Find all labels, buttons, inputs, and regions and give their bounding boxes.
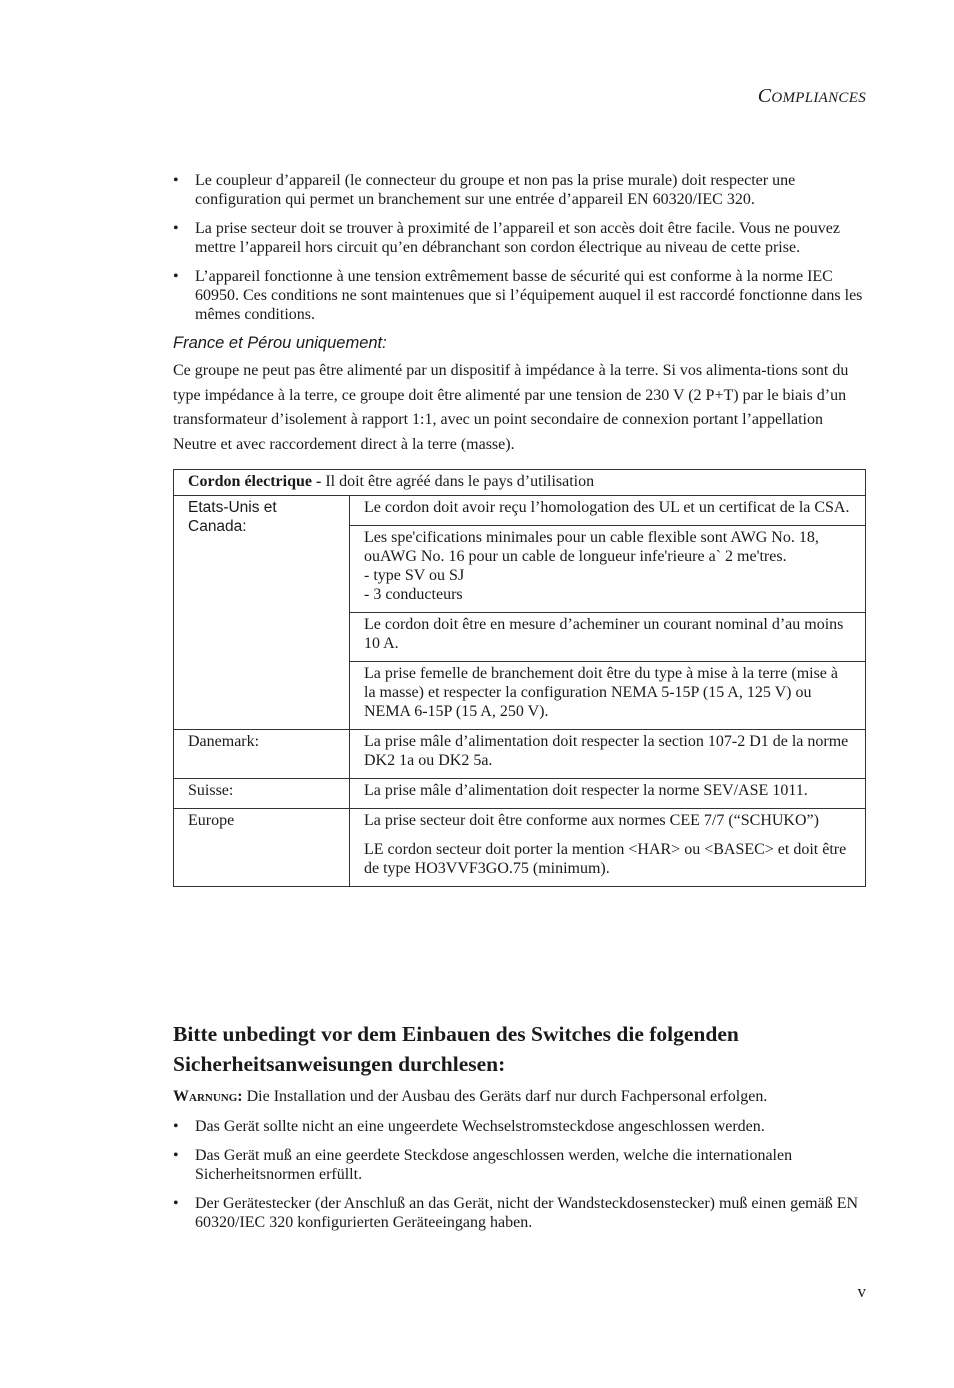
- list-item: • L’appareil fonctionne à une tension extrêmement basse de sécurité qui est conforme à la norme IEC 60950. Ces conditions ne sont maintenues que si l’équipement auquel il est raccordé fonctionne dans les mêmes conditions.: [173, 267, 867, 324]
- list-item: • La prise secteur doit se trouver à proximité de l’appareil et son accès doit être facile. Vous ne pouvez mettre l’appareil hors circuit qu’en débranchant son cordon électrique au niveau de cette prise.: [173, 219, 867, 257]
- page-number: v: [857, 1282, 866, 1301]
- requirement-cell: Le cordon doit avoir reçu l’homologation des UL et un certificat de la CSA.: [350, 496, 866, 526]
- table-header-cell: [174, 470, 866, 496]
- french-bullet-list: [173, 171, 867, 324]
- requirement-cell: La prise mâle d’alimentation doit respecter la norme SEV/ASE 1011.: [350, 779, 866, 809]
- requirement-cell: La prise mâle d’alimentation doit respecter la section 107-2 D1 de la norme DK2 1a ou DK2 5a.: [350, 730, 866, 779]
- france-peru-paragraph: Ce groupe ne peut pas être alimenté par un dispositif à impédance à la terre. Si vos alimenta-tions sont du type impédance à la terre, ce groupe doit être alimenté par une tension de 230 V (2 P+T) par le biais d’un transformateur d’isolement à rapport 1:1, avec un point secondaire de connexion portant l’appellation Neutre et avec raccordement direct à la terre (masse).: [173, 362, 849, 453]
- list-item: • Le coupleur d’appareil (le connecteur du groupe et non pas la prise murale) doit respecter une configuration qui permet un branchement sur une entrée d’appareil EN 60320/IEC 320.: [173, 171, 867, 209]
- france-peru-heading: France et Pérou uniquement:: [173, 334, 387, 352]
- running-header: [758, 85, 866, 108]
- requirement-line: - 3 conducteurs: [364, 586, 463, 603]
- requirement-cell: Le cordon doit être en mesure d’acheminer un courant nominal d’au moins 10 A.: [350, 613, 866, 662]
- table-row: [174, 779, 866, 809]
- german-bullet-list: [173, 1117, 867, 1232]
- requirement-cell: [350, 809, 866, 887]
- power-cord-table: [173, 469, 866, 887]
- requirement-cell: La prise femelle de branchement doit être du type à mise à la terre (mise à la masse) et respecter la configuration NEMA 5-15P (15 A, 125 V) ou NEMA 6-15P (15 A, 250 V).: [350, 662, 866, 730]
- german-section: [173, 1019, 867, 1242]
- header-rest: OMPLIANCES: [771, 90, 866, 106]
- german-heading: Bitte unbedingt vor dem Einbauen des Switches die folgenden Sicherheitsanweisungen durchlesen:: [173, 1022, 739, 1076]
- table-row: [174, 730, 866, 779]
- requirement-line: - type SV ou SJ: [364, 567, 465, 584]
- list-item: • Das Gerät sollte nicht an eine ungeerdete Wechselstromsteckdose angeschlossen werden.: [173, 1117, 867, 1136]
- table-row: [174, 470, 866, 496]
- table-header-text: Il doit être agréé dans le pays d’utilisation: [321, 473, 595, 490]
- table-row: [174, 809, 866, 887]
- list-item: • Der Gerätestecker (der Anschluß an das Gerät, nicht der Wandsteckdosenstecker) muß einen gemäß EN 60320/IEC 320 konfigurierten Geräteeingang haben.: [173, 1194, 867, 1232]
- country-europe: Europe: [174, 809, 350, 887]
- table-header-bold: Cordon électrique -: [188, 473, 322, 490]
- warning-label: Warnung:: [173, 1088, 243, 1105]
- header-initial: C: [757, 85, 772, 107]
- warning-paragraph: [173, 1087, 867, 1107]
- main-content: [173, 171, 867, 887]
- country-denmark: Danemark:: [174, 730, 350, 779]
- requirement-cell: [350, 526, 866, 613]
- country-switzerland: Suisse:: [174, 779, 350, 809]
- requirement-line: LE cordon secteur doit porter la mention <HAR> ou <BASEC> et doit être de type HO3VVF3GO.75 (minimum).: [364, 841, 847, 877]
- requirement-line: Les spe'cifications minimales pour un cable flexible sont AWG No. 18, ouAWG No. 16 pour un cable de longueur infe'rieure a` 2 me'tres.: [364, 529, 819, 565]
- list-item: • Das Gerät muß an eine geerdete Steckdose angeschlossen werden, welche die internationalen Sicherheitsnormen erfüllt.: [173, 1146, 867, 1184]
- country-usa-canada: Etats-Unis et Canada:: [174, 496, 350, 730]
- warning-text: Die Installation und der Ausbau des Geräts darf nur durch Fachpersonal erfolgen.: [242, 1088, 768, 1105]
- table-row: [174, 496, 866, 526]
- requirement-line: La prise secteur doit être conforme aux normes CEE 7/7 (“SCHUKO”): [364, 812, 819, 829]
